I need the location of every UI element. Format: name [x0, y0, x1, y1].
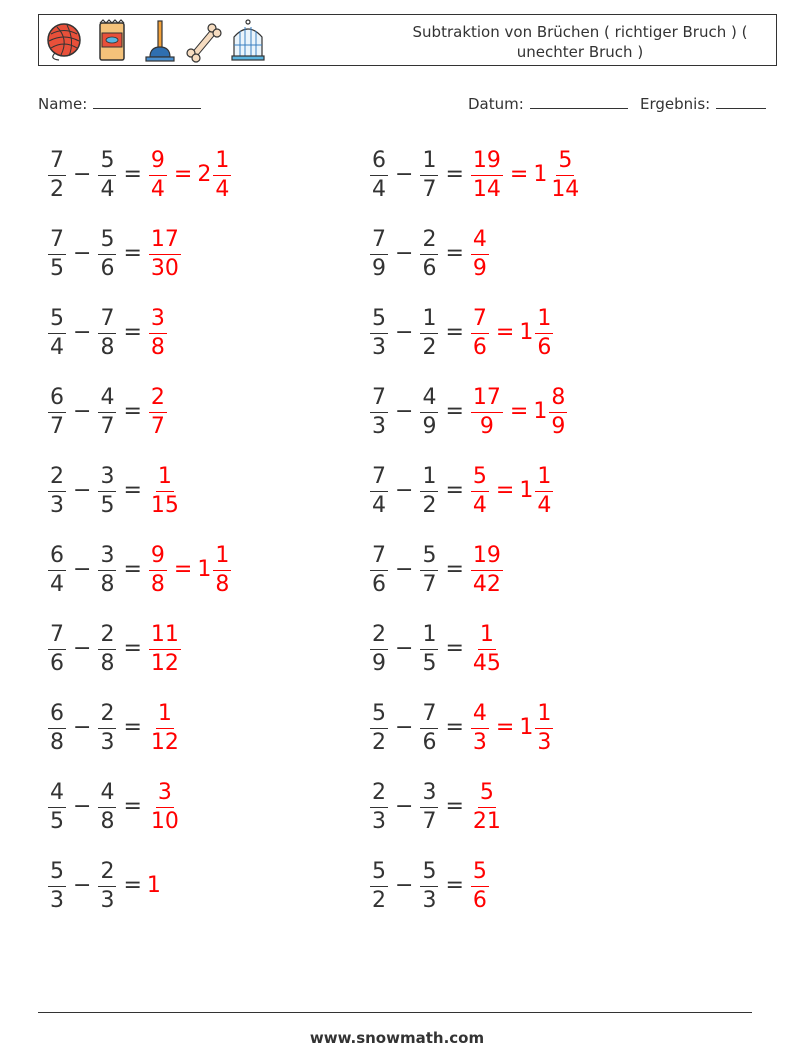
subtrahend-fraction-denominator: 5	[422, 650, 437, 676]
minuend-fraction	[48, 226, 66, 281]
mixed-number-fraction	[535, 700, 553, 755]
minuend-fraction	[370, 305, 388, 360]
minuend-fraction-denominator: 9	[372, 650, 386, 676]
minuend-fraction-denominator: 6	[50, 650, 64, 676]
subtrahend-fraction-numerator: 2	[98, 861, 116, 887]
minuend-fraction-denominator: 3	[50, 492, 64, 518]
mixed-number-fraction-numerator: 1	[535, 703, 553, 729]
problem-row	[46, 298, 169, 368]
mixed-number-fraction-denominator: 4	[215, 176, 230, 202]
answer-fraction-numerator: 9	[149, 545, 167, 571]
minuend-fraction-numerator: 5	[370, 703, 388, 729]
answer-fraction-denominator: 4	[472, 492, 487, 518]
equals-sign: =	[445, 873, 464, 898]
subtrahend-fraction	[98, 700, 116, 755]
minuend-fraction-denominator: 8	[50, 729, 64, 755]
equals-sign: =	[123, 162, 142, 187]
answer-fraction-numerator: 4	[471, 703, 489, 729]
answer-fraction-numerator: 17	[149, 229, 181, 255]
equals-sign: =	[123, 241, 142, 266]
minuend-fraction-denominator: 2	[50, 176, 64, 202]
minus-sign: −	[73, 478, 92, 503]
problem-row	[368, 772, 505, 842]
subtrahend-fraction	[98, 147, 116, 202]
problem-row	[368, 693, 555, 763]
minuend-fraction-numerator: 6	[48, 387, 66, 413]
answer-fraction-numerator: 11	[149, 624, 181, 650]
minus-sign: −	[395, 162, 414, 187]
equals-sign: =	[123, 794, 142, 819]
problem-row	[46, 614, 183, 684]
subtrahend-fraction-numerator: 1	[420, 624, 438, 650]
answer-fraction	[149, 779, 181, 834]
footer-url: www.snowmath.com	[309, 1029, 485, 1047]
result-line	[716, 92, 766, 109]
minuend-fraction	[370, 700, 388, 755]
minus-sign: −	[73, 873, 92, 898]
subtrahend-fraction-numerator: 1	[420, 466, 438, 492]
subtrahend-fraction	[420, 147, 438, 202]
answer-fraction-denominator: 4	[150, 176, 165, 202]
minuend-fraction-numerator: 7	[370, 545, 388, 571]
mixed-number-whole: 1	[197, 557, 212, 582]
minuend-fraction	[48, 858, 66, 913]
subtrahend-fraction-denominator: 7	[422, 571, 437, 597]
answer-fraction-numerator: 4	[471, 229, 489, 255]
minus-sign: −	[395, 557, 414, 582]
mixed-number-whole: 2	[197, 162, 212, 187]
minuend-fraction-denominator: 2	[372, 887, 386, 913]
problem-row	[46, 772, 183, 842]
minuend-fraction-numerator: 7	[370, 466, 388, 492]
birdcage-icon	[229, 19, 267, 63]
minuend-fraction-denominator: 9	[372, 255, 386, 281]
subtrahend-fraction-denominator: 2	[422, 334, 437, 360]
equals-sign: =	[445, 794, 464, 819]
minus-sign: −	[395, 399, 414, 424]
minus-sign: −	[73, 794, 92, 819]
subtrahend-fraction	[420, 621, 438, 676]
subtrahend-fraction-numerator: 1	[420, 150, 438, 176]
answer-fraction	[471, 542, 503, 597]
equals-sign: =	[445, 241, 464, 266]
problem-row	[368, 140, 583, 210]
date-line	[530, 92, 628, 109]
minuend-fraction-denominator: 4	[372, 492, 386, 518]
minuend-fraction-numerator: 7	[48, 624, 66, 650]
mixed-number-whole: 1	[519, 478, 534, 503]
subtrahend-fraction-denominator: 6	[422, 729, 437, 755]
problem-row	[368, 219, 491, 289]
problem-row	[368, 851, 491, 921]
answer-fraction	[149, 384, 167, 439]
answer-fraction-numerator: 7	[471, 308, 489, 334]
answer-fraction	[471, 621, 503, 676]
minuend-fraction-denominator: 4	[50, 571, 64, 597]
result-label: Ergebnis:	[640, 95, 711, 113]
equals-sign: =	[123, 873, 142, 898]
problem-row	[46, 140, 233, 210]
subtrahend-fraction-denominator: 2	[422, 492, 437, 518]
subtrahend-fraction-denominator: 3	[100, 729, 115, 755]
minuend-fraction-numerator: 7	[48, 229, 66, 255]
minuend-fraction	[370, 621, 388, 676]
result-field	[640, 92, 766, 114]
minuend-fraction	[48, 542, 66, 597]
name-line	[93, 92, 201, 109]
minuend-fraction-denominator: 6	[372, 571, 386, 597]
name-field	[38, 92, 201, 114]
minuend-fraction	[48, 700, 66, 755]
worksheet-header	[38, 14, 777, 66]
problem-row	[368, 456, 555, 526]
minus-sign: −	[395, 241, 414, 266]
mixed-equals-sign: =	[173, 162, 193, 187]
minuend-fraction	[48, 621, 66, 676]
minus-sign: −	[73, 399, 92, 424]
answer-fraction	[471, 463, 489, 518]
mixed-number-fraction-numerator: 1	[213, 545, 231, 571]
equals-sign: =	[123, 557, 142, 582]
answer-fraction-numerator: 3	[149, 308, 167, 334]
minuend-fraction-numerator: 2	[370, 782, 388, 808]
equals-sign: =	[123, 478, 142, 503]
answer-fraction	[471, 858, 489, 913]
answer-fraction-denominator: 6	[472, 887, 487, 913]
answer-fraction-denominator: 3	[472, 729, 487, 755]
minuend-fraction-denominator: 4	[50, 334, 64, 360]
minuend-fraction	[370, 384, 388, 439]
subtrahend-fraction	[420, 542, 438, 597]
problem-row	[46, 851, 161, 921]
answer-fraction-numerator: 1	[156, 466, 174, 492]
minuend-fraction	[370, 226, 388, 281]
equals-sign: =	[123, 399, 142, 424]
minuend-fraction	[370, 858, 388, 913]
equals-sign: =	[445, 557, 464, 582]
answer-fraction	[149, 463, 181, 518]
answer-fraction	[471, 384, 503, 439]
subtrahend-fraction-numerator: 5	[98, 229, 116, 255]
date-label: Datum:	[468, 95, 524, 113]
problem-row	[46, 456, 183, 526]
answer-fraction-numerator: 5	[478, 782, 496, 808]
mixed-number-fraction-numerator: 1	[535, 466, 553, 492]
date-field	[468, 92, 628, 114]
minuend-fraction-numerator: 5	[48, 308, 66, 334]
subtrahend-fraction	[420, 858, 438, 913]
answer-fraction	[149, 226, 181, 281]
mixed-equals-sign: =	[509, 399, 529, 424]
footer-divider	[38, 1012, 752, 1013]
equals-sign: =	[445, 636, 464, 661]
equals-sign: =	[445, 478, 464, 503]
subtrahend-fraction	[420, 700, 438, 755]
minuend-fraction	[48, 147, 66, 202]
answer-fraction-denominator: 12	[150, 729, 179, 755]
subtrahend-fraction-numerator: 4	[98, 387, 116, 413]
subtrahend-fraction	[420, 226, 438, 281]
subtrahend-fraction	[98, 542, 116, 597]
minus-sign: −	[395, 873, 414, 898]
answer-fraction-numerator: 17	[471, 387, 503, 413]
minus-sign: −	[395, 636, 414, 661]
problem-row	[368, 377, 569, 447]
minuend-fraction-numerator: 2	[48, 466, 66, 492]
minuend-fraction-denominator: 5	[50, 255, 64, 281]
problem-row	[368, 535, 505, 605]
minus-sign: −	[73, 715, 92, 740]
subtrahend-fraction	[98, 226, 116, 281]
mixed-number-fraction	[213, 542, 231, 597]
subtrahend-fraction	[420, 305, 438, 360]
answer-fraction-numerator: 5	[471, 861, 489, 887]
subtrahend-fraction	[98, 858, 116, 913]
subtrahend-fraction-numerator: 3	[98, 545, 116, 571]
equals-sign: =	[445, 162, 464, 187]
answer-fraction	[149, 542, 167, 597]
answer-fraction	[149, 621, 181, 676]
answer-fraction-denominator: 15	[150, 492, 179, 518]
subtrahend-fraction-numerator: 5	[420, 861, 438, 887]
minus-sign: −	[395, 478, 414, 503]
minuend-fraction-numerator: 4	[48, 782, 66, 808]
problem-row	[46, 693, 183, 763]
answer-fraction-numerator: 19	[471, 545, 503, 571]
minuend-fraction-numerator: 5	[370, 308, 388, 334]
subtrahend-fraction-numerator: 2	[98, 624, 116, 650]
minus-sign: −	[73, 162, 92, 187]
mixed-number-fraction	[535, 305, 553, 360]
subtrahend-fraction-denominator: 3	[422, 887, 437, 913]
answer-fraction-denominator: 8	[150, 571, 165, 597]
problem-row	[368, 614, 505, 684]
subtrahend-fraction-numerator: 3	[420, 782, 438, 808]
mixed-number-fraction-denominator: 8	[215, 571, 230, 597]
mixed-number-whole: 1	[519, 320, 534, 345]
minuend-fraction-numerator: 2	[370, 624, 388, 650]
problem-row	[46, 219, 183, 289]
subtrahend-fraction-numerator: 2	[98, 703, 116, 729]
subtrahend-fraction-numerator: 5	[420, 545, 438, 571]
mixed-number-whole: 1	[519, 715, 534, 740]
pet-food-bag-icon	[93, 19, 131, 63]
answer-fraction	[149, 147, 167, 202]
subtrahend-fraction	[98, 384, 116, 439]
minuend-fraction	[48, 779, 66, 834]
mixed-equals-sign: =	[495, 320, 515, 345]
worksheet-title: Subtraktion von Brüchen ( richtiger Bruch ) ( unechter Bruch )	[412, 23, 748, 61]
minuend-fraction-numerator: 5	[370, 861, 388, 887]
answer-fraction	[471, 305, 489, 360]
problem-row	[46, 535, 233, 605]
minuend-fraction-denominator: 3	[372, 334, 386, 360]
answer-fraction-denominator: 6	[472, 334, 487, 360]
answer-fraction-denominator: 8	[150, 334, 165, 360]
subtrahend-fraction	[98, 305, 116, 360]
minuend-fraction-denominator: 4	[372, 176, 386, 202]
minus-sign: −	[73, 241, 92, 266]
answer-fraction-numerator: 9	[149, 150, 167, 176]
answer-fraction-numerator: 5	[471, 466, 489, 492]
answer-fraction-denominator: 42	[472, 571, 501, 597]
minus-sign: −	[395, 794, 414, 819]
answer-fraction-denominator: 12	[150, 650, 179, 676]
minuend-fraction-numerator: 7	[370, 387, 388, 413]
minuend-fraction	[48, 463, 66, 518]
mixed-equals-sign: =	[495, 715, 515, 740]
minuend-fraction-denominator: 5	[50, 808, 64, 834]
minuend-fraction	[370, 463, 388, 518]
subtrahend-fraction	[420, 384, 438, 439]
answer-fraction-numerator: 3	[156, 782, 174, 808]
subtrahend-fraction-denominator: 7	[422, 176, 437, 202]
answer-fraction	[471, 700, 489, 755]
subtrahend-fraction-denominator: 3	[100, 887, 115, 913]
subtrahend-fraction-denominator: 6	[422, 255, 437, 281]
problem-row	[368, 298, 555, 368]
minuend-fraction-denominator: 3	[372, 808, 386, 834]
subtrahend-fraction-denominator: 8	[100, 650, 115, 676]
mixed-number-fraction-numerator: 1	[213, 150, 231, 176]
answer-fraction	[471, 147, 503, 202]
subtrahend-fraction	[98, 463, 116, 518]
equals-sign: =	[123, 320, 142, 345]
mixed-number-fraction	[535, 463, 553, 518]
minus-sign: −	[73, 636, 92, 661]
mixed-number-fraction-numerator: 1	[535, 308, 553, 334]
subtrahend-fraction-denominator: 8	[100, 808, 115, 834]
answer-whole: 1	[146, 873, 161, 898]
subtrahend-fraction-denominator: 7	[100, 413, 115, 439]
answer-fraction-denominator: 14	[472, 176, 501, 202]
minus-sign: −	[73, 557, 92, 582]
mixed-number-fraction-denominator: 4	[537, 492, 552, 518]
answer-fraction-numerator: 1	[478, 624, 496, 650]
minuend-fraction-numerator: 5	[48, 861, 66, 887]
minuend-fraction-denominator: 3	[372, 413, 386, 439]
subtrahend-fraction-numerator: 5	[98, 150, 116, 176]
minuend-fraction	[370, 542, 388, 597]
subtrahend-fraction-denominator: 7	[422, 808, 437, 834]
mixed-number-fraction-denominator: 9	[551, 413, 566, 439]
mixed-number-fraction-numerator: 8	[549, 387, 567, 413]
bone-icon	[185, 19, 223, 63]
subtrahend-fraction	[98, 621, 116, 676]
mixed-equals-sign: =	[509, 162, 529, 187]
minuend-fraction-numerator: 7	[48, 150, 66, 176]
mixed-equals-sign: =	[495, 478, 515, 503]
subtrahend-fraction	[420, 779, 438, 834]
minus-sign: −	[395, 320, 414, 345]
subtrahend-fraction	[98, 779, 116, 834]
mixed-number-fraction-numerator: 5	[556, 150, 574, 176]
answer-fraction-denominator: 45	[472, 650, 501, 676]
equals-sign: =	[445, 399, 464, 424]
answer-fraction-denominator: 21	[472, 808, 501, 834]
subtrahend-fraction	[420, 463, 438, 518]
answer-fraction-denominator: 10	[150, 808, 179, 834]
answer-fraction-denominator: 9	[472, 255, 487, 281]
name-label: Name:	[38, 95, 88, 113]
minuend-fraction	[48, 305, 66, 360]
mixed-number-fraction	[549, 384, 567, 439]
answer-fraction-denominator: 9	[479, 413, 494, 439]
subtrahend-fraction-denominator: 4	[100, 176, 115, 202]
subtrahend-fraction-denominator: 8	[100, 334, 115, 360]
minuend-fraction-numerator: 6	[48, 545, 66, 571]
answer-fraction	[149, 700, 181, 755]
subtrahend-fraction-numerator: 4	[420, 387, 438, 413]
mixed-number-fraction-denominator: 14	[551, 176, 580, 202]
mixed-number-whole: 1	[533, 399, 548, 424]
equals-sign: =	[445, 715, 464, 740]
equals-sign: =	[445, 320, 464, 345]
subtrahend-fraction-denominator: 6	[100, 255, 115, 281]
mixed-number-fraction-denominator: 6	[537, 334, 552, 360]
subtrahend-fraction-numerator: 4	[98, 782, 116, 808]
mixed-number-fraction	[549, 147, 581, 202]
minuend-fraction-denominator: 7	[50, 413, 64, 439]
yarn-ball-icon	[45, 19, 83, 63]
equals-sign: =	[123, 636, 142, 661]
answer-fraction-numerator: 19	[471, 150, 503, 176]
subtrahend-fraction-numerator: 1	[420, 308, 438, 334]
subtrahend-fraction-numerator: 7	[420, 703, 438, 729]
minuend-fraction-denominator: 2	[372, 729, 386, 755]
mixed-number-fraction	[213, 147, 231, 202]
subtrahend-fraction-denominator: 9	[422, 413, 437, 439]
problem-row	[46, 377, 169, 447]
minuend-fraction-numerator: 7	[370, 229, 388, 255]
minuend-fraction-numerator: 6	[370, 150, 388, 176]
mixed-equals-sign: =	[173, 557, 193, 582]
answer-fraction-numerator: 2	[149, 387, 167, 413]
subtrahend-fraction-denominator: 5	[100, 492, 115, 518]
subtrahend-fraction-numerator: 2	[420, 229, 438, 255]
minuend-fraction	[48, 384, 66, 439]
answer-fraction	[471, 226, 489, 281]
minus-sign: −	[395, 715, 414, 740]
answer-fraction-denominator: 30	[150, 255, 179, 281]
mixed-number-whole: 1	[533, 162, 548, 187]
plunger-icon	[141, 19, 179, 63]
answer-fraction-numerator: 1	[156, 703, 174, 729]
answer-fraction	[471, 779, 503, 834]
minuend-fraction	[370, 147, 388, 202]
minus-sign: −	[73, 320, 92, 345]
minuend-fraction-denominator: 3	[50, 887, 64, 913]
subtrahend-fraction-numerator: 7	[98, 308, 116, 334]
equals-sign: =	[123, 715, 142, 740]
mixed-number-fraction-denominator: 3	[537, 729, 552, 755]
subtrahend-fraction-denominator: 8	[100, 571, 115, 597]
subtrahend-fraction-numerator: 3	[98, 466, 116, 492]
minuend-fraction-numerator: 6	[48, 703, 66, 729]
answer-fraction	[149, 305, 167, 360]
minuend-fraction	[370, 779, 388, 834]
answer-fraction-denominator: 7	[150, 413, 165, 439]
